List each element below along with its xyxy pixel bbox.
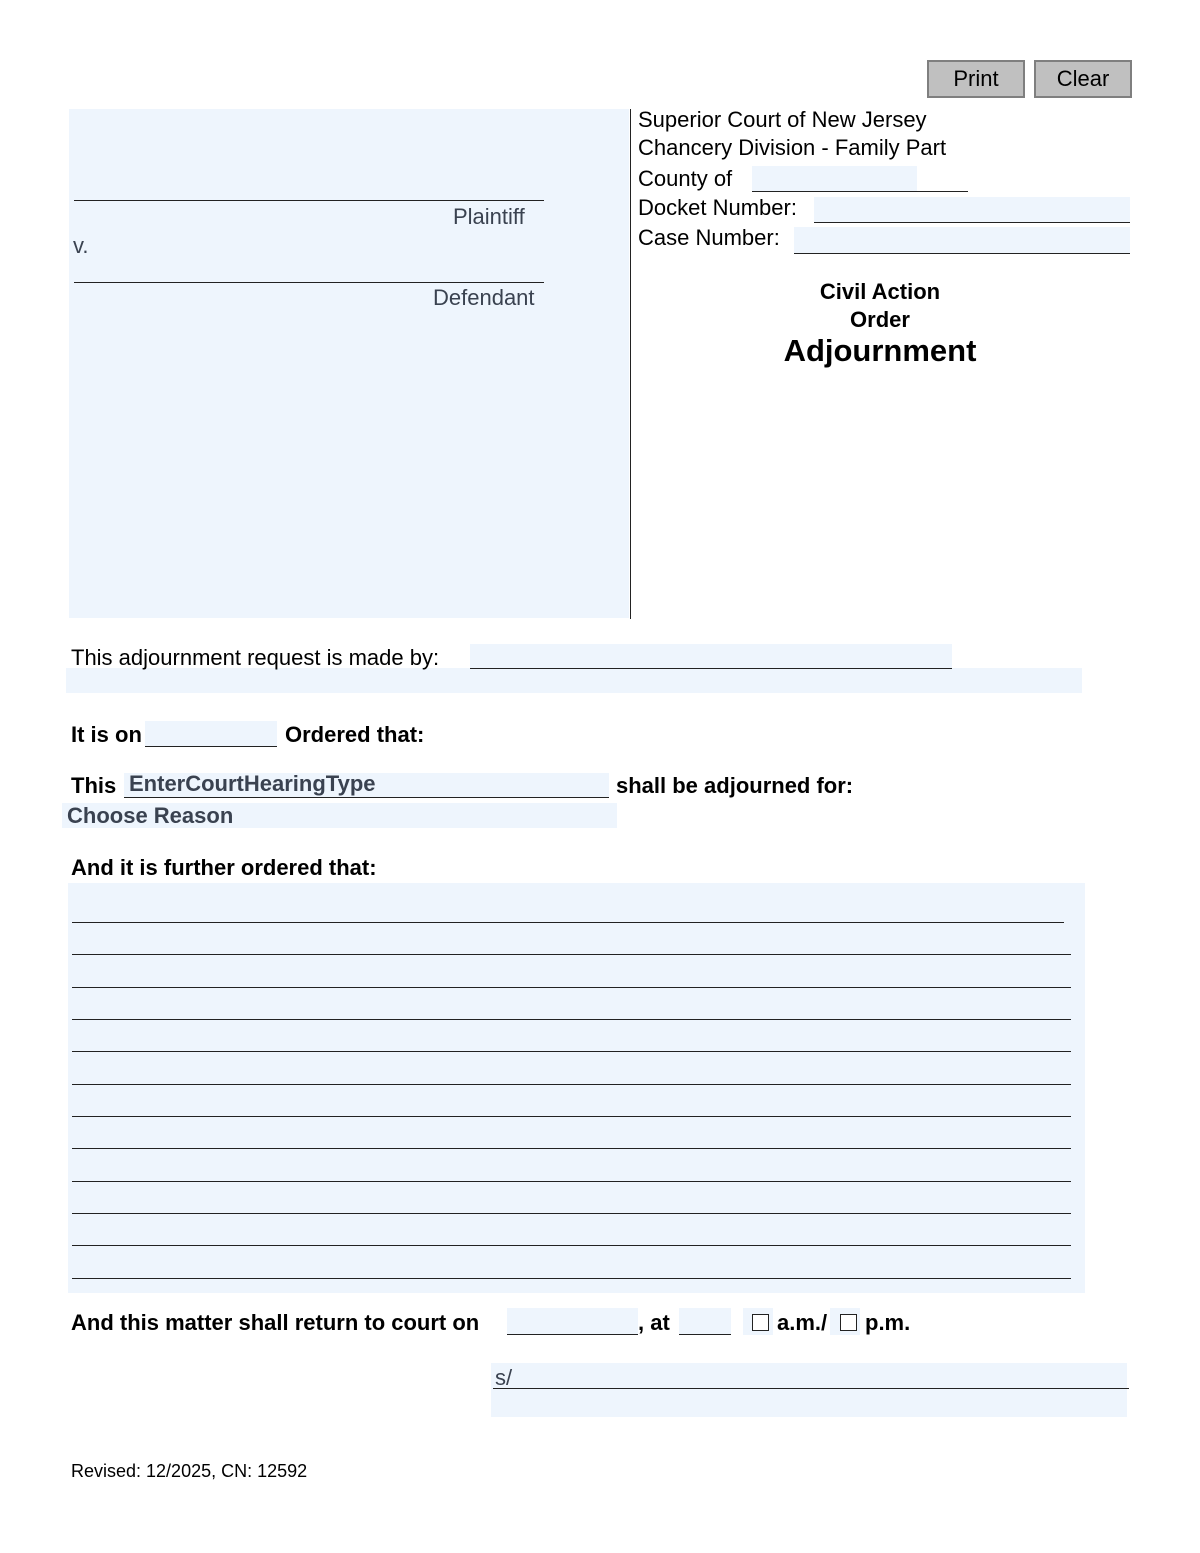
textarea-rule <box>72 1019 1071 1020</box>
return-time-field[interactable] <box>679 1308 731 1335</box>
clear-button[interactable]: Clear <box>1034 60 1132 98</box>
request-made-by-field[interactable] <box>470 644 952 669</box>
am-label: a.m./ <box>777 1310 828 1335</box>
print-button[interactable]: Print <box>927 60 1025 98</box>
textarea-rule <box>72 987 1071 988</box>
county-field[interactable] <box>752 166 968 192</box>
return-date-field[interactable] <box>507 1308 638 1335</box>
hearing-type-select[interactable] <box>124 773 609 798</box>
pm-label: p.m. <box>865 1310 911 1335</box>
reason-select[interactable] <box>62 803 617 828</box>
further-ordered-textarea[interactable] <box>68 883 1085 1293</box>
docket-number-label: Docket Number: <box>638 195 797 220</box>
revision-footer: Revised: 12/2025, CN: 12592 <box>71 1461 308 1481</box>
case-number-label: Case Number: <box>638 225 780 250</box>
textarea-rule <box>72 1181 1071 1182</box>
textarea-rule <box>72 1245 1071 1246</box>
textarea-rule <box>72 1084 1071 1085</box>
signature-field[interactable] <box>491 1363 1127 1417</box>
textarea-rule <box>72 1116 1071 1117</box>
ordered-prefix: It is on <box>71 722 142 747</box>
defendant-name-field[interactable] <box>74 252 544 283</box>
textarea-rule <box>72 922 1064 923</box>
ordered-date-field[interactable] <box>145 721 277 747</box>
form-title-adjournment: Adjournment <box>783 333 977 368</box>
signature-prefix: s/ <box>495 1365 513 1390</box>
textarea-rule <box>72 1051 1071 1052</box>
court-division: Chancery Division - Family Part <box>638 135 947 160</box>
pm-checkbox[interactable] <box>840 1314 857 1331</box>
court-name: Superior Court of New Jersey <box>638 107 927 132</box>
ordered-suffix: Ordered that: <box>285 722 425 747</box>
signature-underline <box>493 1388 1129 1389</box>
docket-number-field[interactable] <box>814 197 1130 223</box>
form-title-order: Order <box>850 307 910 332</box>
return-prefix: And this matter shall return to court on <box>71 1310 480 1335</box>
further-ordered-label: And it is further ordered that: <box>71 855 377 880</box>
am-checkbox[interactable] <box>752 1314 769 1331</box>
case-number-field[interactable] <box>794 227 1130 254</box>
versus-label: v. <box>73 233 89 258</box>
plaintiff-label: Plaintiff <box>453 204 525 229</box>
return-at-label: , at <box>638 1310 670 1335</box>
hearing-suffix: shall be adjourned for: <box>616 773 854 798</box>
plaintiff-name-field[interactable] <box>74 170 544 201</box>
textarea-rule <box>72 1148 1071 1149</box>
reason-value: Choose Reason <box>67 803 234 828</box>
form-title-civil-action: Civil Action <box>819 279 941 304</box>
request-field-background <box>66 668 1082 693</box>
request-label: This adjournment request is made by: <box>71 645 440 670</box>
textarea-rule <box>72 1213 1071 1214</box>
county-label: County of <box>638 166 733 191</box>
defendant-label: Defendant <box>433 285 535 310</box>
textarea-rule <box>72 1278 1071 1279</box>
hearing-type-value: EnterCourtHearingType <box>129 771 376 796</box>
textarea-rule <box>72 954 1071 955</box>
hearing-prefix: This <box>71 773 117 798</box>
